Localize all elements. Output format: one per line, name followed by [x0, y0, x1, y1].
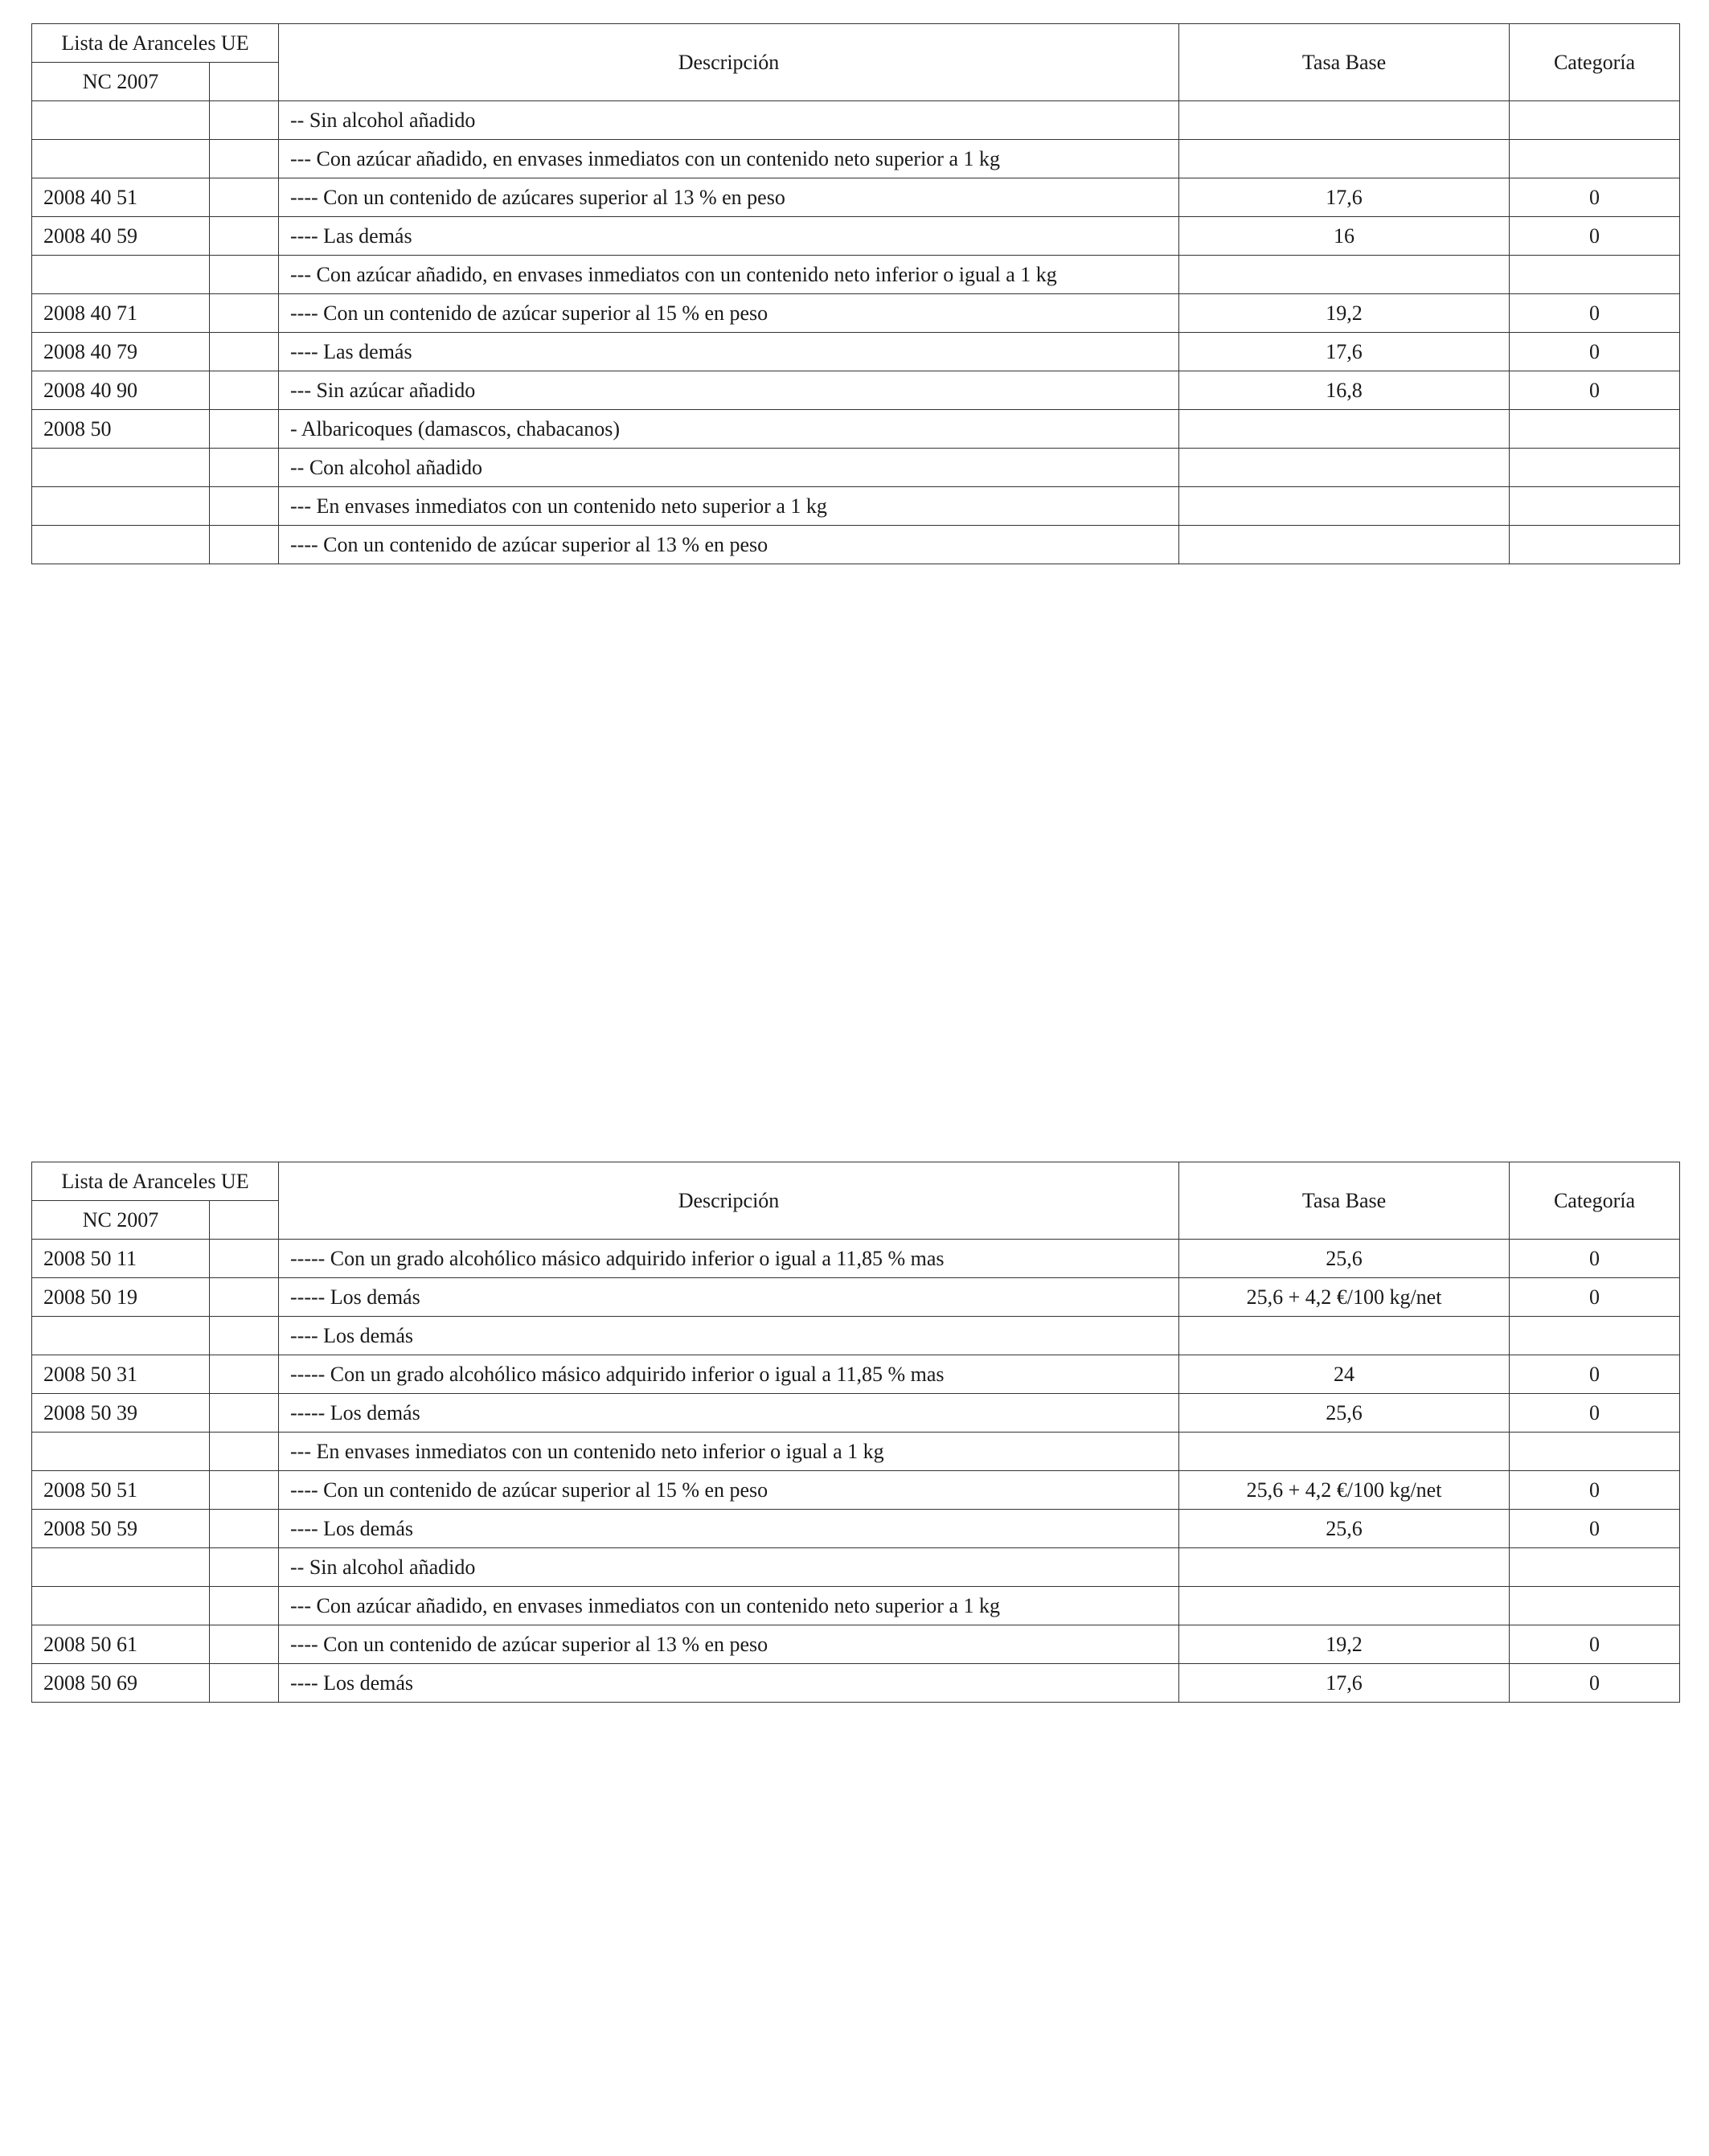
- table-row: [32, 178, 1680, 217]
- description-cell: ---- Los demás: [279, 1510, 1179, 1548]
- nc-code-cell: [32, 526, 210, 564]
- nc-code-cell: 2008 50: [32, 410, 210, 449]
- description-cell: ----- Los demás: [279, 1278, 1179, 1317]
- table-row: [32, 1355, 1680, 1394]
- header-empty-cell: [210, 1201, 279, 1240]
- nc-code-cell: 2008 50 51: [32, 1471, 210, 1510]
- nc-code-cell: [32, 1317, 210, 1355]
- table-row: [32, 371, 1680, 410]
- base-rate-cell: 25,6 + 4,2 €/100 kg/net: [1179, 1471, 1510, 1510]
- tariff-table-body: [32, 24, 1680, 564]
- nc-code-cell: [32, 1548, 210, 1587]
- base-rate-cell: [1179, 410, 1510, 449]
- table-row: [32, 449, 1680, 487]
- table-row: [32, 1394, 1680, 1433]
- subcode-cell: [210, 1394, 279, 1433]
- category-cell: 0: [1510, 1510, 1680, 1548]
- category-cell: 0: [1510, 1394, 1680, 1433]
- description-cell: - Albaricoques (damascos, chabacanos): [279, 410, 1179, 449]
- table-row: [32, 1471, 1680, 1510]
- table-row: [32, 1433, 1680, 1471]
- nc-code-cell: 2008 50 31: [32, 1355, 210, 1394]
- base-rate-cell: 16: [1179, 217, 1510, 256]
- category-cell: 0: [1510, 1625, 1680, 1664]
- description-cell: ---- Las demás: [279, 217, 1179, 256]
- nc-code-cell: 2008 50 61: [32, 1625, 210, 1664]
- nc-code-cell: 2008 50 39: [32, 1394, 210, 1433]
- category-cell: 0: [1510, 333, 1680, 371]
- subcode-cell: [210, 1471, 279, 1510]
- table-row: [32, 1587, 1680, 1625]
- subcode-cell: [210, 1548, 279, 1587]
- category-cell: 0: [1510, 1471, 1680, 1510]
- description-cell: ----- Con un grado alcohólico másico adquirido inferior o igual a 11,85 % mas: [279, 1240, 1179, 1278]
- subcode-cell: [210, 1510, 279, 1548]
- subcode-cell: [210, 1240, 279, 1278]
- tariff-table-body: [32, 1162, 1680, 1703]
- tariff-table-2: [31, 1162, 1680, 1703]
- description-cell: --- Con azúcar añadido, en envases inmediatos con un contenido neto inferior o igual a 1 kg: [279, 256, 1179, 294]
- nc-code-cell: [32, 1433, 210, 1471]
- category-cell: 0: [1510, 1355, 1680, 1394]
- table-row: [32, 101, 1680, 140]
- header-tasa-base: Tasa Base: [1179, 1162, 1510, 1240]
- category-cell: 0: [1510, 1240, 1680, 1278]
- nc-code-cell: 2008 40 71: [32, 294, 210, 333]
- description-cell: -- Con alcohol añadido: [279, 449, 1179, 487]
- table-row: [32, 256, 1680, 294]
- base-rate-cell: 25,6: [1179, 1394, 1510, 1433]
- nc-code-cell: 2008 40 51: [32, 178, 210, 217]
- subcode-cell: [210, 294, 279, 333]
- category-cell: [1510, 449, 1680, 487]
- subcode-cell: [210, 217, 279, 256]
- table-row: [32, 1240, 1680, 1278]
- base-rate-cell: 25,6: [1179, 1240, 1510, 1278]
- category-cell: 0: [1510, 178, 1680, 217]
- subcode-cell: [210, 1625, 279, 1664]
- table-row: [32, 487, 1680, 526]
- subcode-cell: [210, 526, 279, 564]
- category-cell: 0: [1510, 1278, 1680, 1317]
- subcode-cell: [210, 1278, 279, 1317]
- subcode-cell: [210, 1433, 279, 1471]
- description-cell: -- Sin alcohol añadido: [279, 101, 1179, 140]
- subcode-cell: [210, 1664, 279, 1703]
- subcode-cell: [210, 487, 279, 526]
- header-lista: Lista de Aranceles UE: [32, 24, 279, 63]
- base-rate-cell: [1179, 101, 1510, 140]
- tariff-table-1: [31, 23, 1680, 564]
- category-cell: [1510, 526, 1680, 564]
- table-row: [32, 217, 1680, 256]
- category-cell: [1510, 1317, 1680, 1355]
- category-cell: [1510, 140, 1680, 178]
- header-tasa-base: Tasa Base: [1179, 24, 1510, 101]
- nc-code-cell: 2008 50 11: [32, 1240, 210, 1278]
- subcode-cell: [210, 449, 279, 487]
- description-cell: -- Sin alcohol añadido: [279, 1548, 1179, 1587]
- base-rate-cell: 17,6: [1179, 333, 1510, 371]
- nc-code-cell: 2008 40 59: [32, 217, 210, 256]
- description-cell: --- Con azúcar añadido, en envases inmediatos con un contenido neto superior a 1 kg: [279, 1587, 1179, 1625]
- header-descripcion: Descripción: [279, 1162, 1179, 1240]
- table-row: [32, 1278, 1680, 1317]
- category-cell: [1510, 1587, 1680, 1625]
- category-cell: [1510, 487, 1680, 526]
- description-cell: ---- Con un contenido de azúcar superior al 15 % en peso: [279, 1471, 1179, 1510]
- description-cell: ---- Con un contenido de azúcares superior al 13 % en peso: [279, 178, 1179, 217]
- table-row: [32, 140, 1680, 178]
- description-cell: ---- Las demás: [279, 333, 1179, 371]
- category-cell: 0: [1510, 217, 1680, 256]
- nc-code-cell: 2008 50 19: [32, 1278, 210, 1317]
- base-rate-cell: 19,2: [1179, 294, 1510, 333]
- header-categoria: Categoría: [1510, 1162, 1680, 1240]
- table-row: [32, 1548, 1680, 1587]
- description-cell: ---- Los demás: [279, 1664, 1179, 1703]
- table-row: [32, 333, 1680, 371]
- nc-code-cell: [32, 140, 210, 178]
- table-row: [32, 410, 1680, 449]
- table-row: [32, 1664, 1680, 1703]
- description-cell: ---- Con un contenido de azúcar superior al 13 % en peso: [279, 1625, 1179, 1664]
- nc-code-cell: 2008 50 59: [32, 1510, 210, 1548]
- base-rate-cell: 17,6: [1179, 1664, 1510, 1703]
- table-row: [32, 294, 1680, 333]
- description-cell: ---- Con un contenido de azúcar superior al 13 % en peso: [279, 526, 1179, 564]
- base-rate-cell: 16,8: [1179, 371, 1510, 410]
- description-cell: ---- Los demás: [279, 1317, 1179, 1355]
- description-cell: ----- Con un grado alcohólico másico adquirido inferior o igual a 11,85 % mas: [279, 1355, 1179, 1394]
- base-rate-cell: [1179, 487, 1510, 526]
- subcode-cell: [210, 101, 279, 140]
- nc-code-cell: 2008 40 79: [32, 333, 210, 371]
- description-cell: --- En envases inmediatos con un contenido neto superior a 1 kg: [279, 487, 1179, 526]
- nc-code-cell: 2008 50 69: [32, 1664, 210, 1703]
- category-cell: 0: [1510, 1664, 1680, 1703]
- nc-code-cell: [32, 101, 210, 140]
- base-rate-cell: [1179, 1317, 1510, 1355]
- nc-code-cell: 2008 40 90: [32, 371, 210, 410]
- description-cell: --- En envases inmediatos con un contenido neto inferior o igual a 1 kg: [279, 1433, 1179, 1471]
- header-categoria: Categoría: [1510, 24, 1680, 101]
- header-row-1: [32, 1162, 1680, 1201]
- subcode-cell: [210, 1355, 279, 1394]
- category-cell: [1510, 410, 1680, 449]
- base-rate-cell: 17,6: [1179, 178, 1510, 217]
- description-cell: --- Sin azúcar añadido: [279, 371, 1179, 410]
- subcode-cell: [210, 371, 279, 410]
- header-lista: Lista de Aranceles UE: [32, 1162, 279, 1201]
- subcode-cell: [210, 256, 279, 294]
- base-rate-cell: [1179, 256, 1510, 294]
- base-rate-cell: [1179, 526, 1510, 564]
- category-cell: 0: [1510, 371, 1680, 410]
- category-cell: 0: [1510, 294, 1680, 333]
- subcode-cell: [210, 140, 279, 178]
- base-rate-cell: 24: [1179, 1355, 1510, 1394]
- description-cell: ---- Con un contenido de azúcar superior al 15 % en peso: [279, 294, 1179, 333]
- category-cell: [1510, 101, 1680, 140]
- header-empty-cell: [210, 63, 279, 101]
- base-rate-cell: [1179, 1548, 1510, 1587]
- nc-code-cell: [32, 449, 210, 487]
- header-nc: NC 2007: [32, 63, 210, 101]
- base-rate-cell: [1179, 1433, 1510, 1471]
- base-rate-cell: [1179, 140, 1510, 178]
- base-rate-cell: 19,2: [1179, 1625, 1510, 1664]
- header-nc: NC 2007: [32, 1201, 210, 1240]
- base-rate-cell: [1179, 449, 1510, 487]
- subcode-cell: [210, 1587, 279, 1625]
- table-row: [32, 1317, 1680, 1355]
- base-rate-cell: 25,6 + 4,2 €/100 kg/net: [1179, 1278, 1510, 1317]
- category-cell: [1510, 1548, 1680, 1587]
- nc-code-cell: [32, 1587, 210, 1625]
- table-row: [32, 1510, 1680, 1548]
- base-rate-cell: 25,6: [1179, 1510, 1510, 1548]
- subcode-cell: [210, 333, 279, 371]
- subcode-cell: [210, 1317, 279, 1355]
- category-cell: [1510, 1433, 1680, 1471]
- description-cell: --- Con azúcar añadido, en envases inmediatos con un contenido neto superior a 1 kg: [279, 140, 1179, 178]
- subcode-cell: [210, 410, 279, 449]
- table-row: [32, 1625, 1680, 1664]
- category-cell: [1510, 256, 1680, 294]
- table-row: [32, 526, 1680, 564]
- nc-code-cell: [32, 256, 210, 294]
- header-row-1: [32, 24, 1680, 63]
- header-descripcion: Descripción: [279, 24, 1179, 101]
- nc-code-cell: [32, 487, 210, 526]
- description-cell: ----- Los demás: [279, 1394, 1179, 1433]
- base-rate-cell: [1179, 1587, 1510, 1625]
- subcode-cell: [210, 178, 279, 217]
